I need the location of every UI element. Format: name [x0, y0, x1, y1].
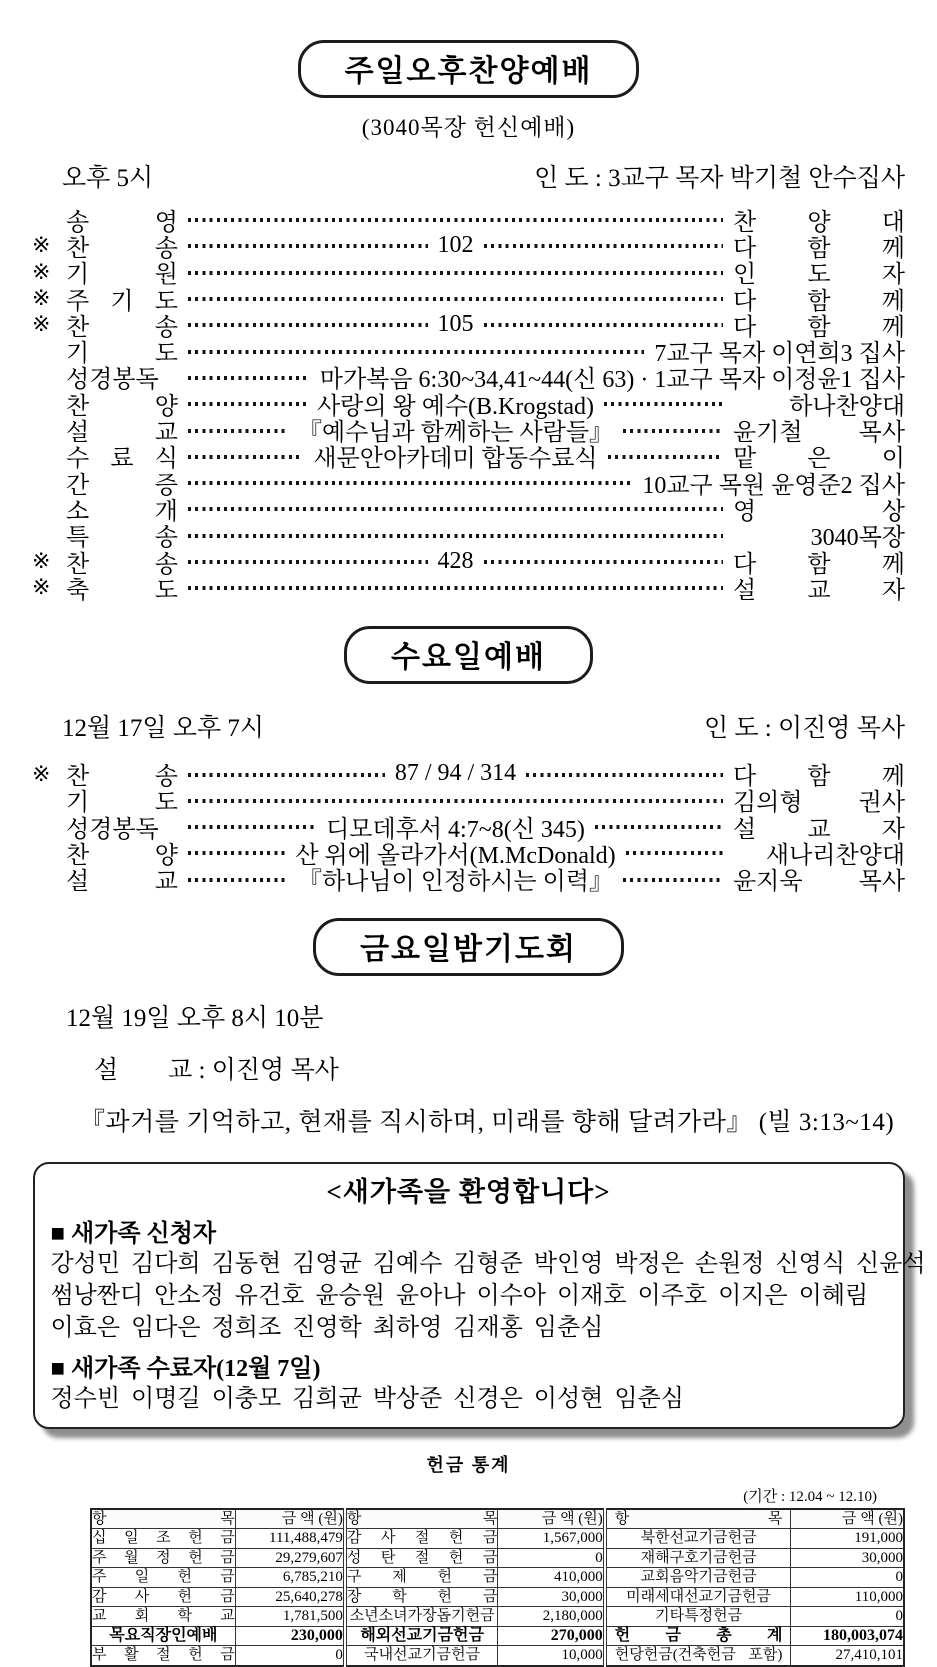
offering-item-cell: 교회음악기금헌금 [605, 1568, 791, 1588]
offering-amount-cell: 1,567,000 [498, 1529, 605, 1549]
dotted-leader [526, 773, 723, 777]
dotted-leader [188, 218, 723, 222]
offering-item-cell: 국내선교기금헌금 [345, 1646, 498, 1666]
offering-amount-cell: 6,785,210 [235, 1568, 345, 1588]
offering-item-cell: 주 월 정 헌 금 [91, 1548, 235, 1568]
order-item-assignee: 새나리찬양대 [765, 843, 906, 869]
order-item-assignee: 7교구 목자 이연희3 집사 [654, 341, 905, 368]
names-line: 썸낭짠디 안소정 유건호 윤승원 윤아나 이수아 이재호 이주호 이지은 이혜림 [50, 1282, 869, 1309]
order-item-label: 설 교 [66, 869, 178, 896]
order-item-assignee: 다 함 께 [733, 764, 905, 791]
dotted-leader [188, 773, 385, 777]
offering-amount-cell: 191,000 [791, 1529, 904, 1549]
order-item-assignee: 3040목장 [810, 525, 905, 552]
order-item-label: 찬 양 [66, 393, 178, 420]
offering-item-cell: 헌당헌금(건축헌금 포함) [605, 1646, 791, 1666]
order-item-assignee: 윤지욱 목사 [733, 869, 905, 896]
order-item-label: 소 개 [66, 498, 178, 525]
section-newcomers [32, 1162, 926, 1429]
offering-title: 헌금 통계 [426, 1454, 511, 1475]
newcomers-title: <새가족을 환영합니다> [326, 1176, 611, 1207]
table-row [91, 1568, 904, 1588]
offering-item-cell: 헌 금 총 계 [605, 1626, 791, 1646]
required-mark: ※ [32, 574, 51, 600]
order-item-detail: 새문안아카데미 합동수료식 [313, 446, 598, 473]
dotted-leader [188, 825, 316, 829]
offering-item-cell: 구 제 헌 금 [345, 1568, 498, 1588]
section-offering-stats [32, 1451, 905, 1667]
table-row [91, 1626, 904, 1646]
service-time: 12월 17일 오후 7시 [62, 715, 265, 743]
required-mark: ※ [32, 760, 51, 786]
newcomers-graduates-names [51, 1383, 887, 1415]
offering-stats-table [90, 1508, 905, 1667]
order-item-assignee: 맡 은 이 [733, 446, 905, 473]
section-title-wrap [32, 626, 905, 684]
order-item-label: 송 영 [66, 209, 178, 236]
required-mark: ※ [32, 285, 51, 311]
order-item-assignee: 윤기철 목사 [733, 420, 905, 447]
required-mark: ※ [32, 548, 51, 573]
offering-item-cell: 십 일 조 헌 금 [91, 1529, 235, 1549]
order-item-label: 기 원 [66, 262, 178, 289]
dotted-leader [484, 244, 724, 248]
order-row [32, 866, 905, 896]
offering-table [90, 1508, 905, 1667]
order-item-assignee: 다 함 께 [733, 235, 905, 262]
section-title-wrap [32, 40, 905, 98]
dotted-leader [188, 878, 288, 882]
table-row [91, 1587, 904, 1607]
order-item-detail: 산 위에 올라가서(M.McDonald) [295, 843, 616, 869]
order-item-assignee: 다 함 께 [733, 314, 905, 341]
offering-amount-cell: 410,000 [498, 1568, 605, 1588]
service-subtitle: (3040목장 헌신예배) [361, 115, 576, 140]
dotted-leader [626, 851, 723, 855]
order-item-label: 주 기 도 [66, 288, 178, 315]
offering-item-cell: 주 일 헌 금 [91, 1568, 235, 1588]
dotted-leader [595, 825, 723, 829]
section-friday-prayer [32, 918, 905, 1138]
order-item-assignee: 하나찬양대 [789, 393, 905, 420]
offering-item-cell: 감 사 절 헌 금 [345, 1529, 498, 1549]
order-item-detail: 102 [437, 231, 474, 258]
required-mark: ※ [32, 258, 51, 284]
order-item-assignee: 김의형 권사 [733, 790, 905, 817]
offering-amount-cell: 2,180,000 [498, 1607, 605, 1627]
order-item-assignee: 다 함 께 [733, 551, 905, 578]
order-item-label: 기 도 [66, 341, 178, 368]
order-item-detail: 『하나님이 인정하시는 이력』 [297, 869, 614, 896]
offering-amount-cell: 111,488,479 [235, 1529, 345, 1549]
names-line: 이효은 임다은 정희조 진영학 최하영 김재홍 임춘심 [50, 1314, 604, 1341]
order-item-label: 기 도 [66, 790, 178, 817]
order-row [32, 574, 905, 604]
offering-amount-cell: 27,410,101 [791, 1646, 904, 1666]
order-item-label: 간 증 [66, 472, 178, 499]
offering-amount-cell: 110,000 [791, 1587, 904, 1607]
offering-amount-cell: 10,000 [498, 1646, 605, 1666]
column-header-amount: 금 액 (원) [235, 1509, 345, 1529]
column-header-item: 항 목 [91, 1509, 235, 1529]
worship-order-list [32, 206, 905, 604]
order-item-label: 찬 송 [66, 235, 178, 262]
dotted-leader [188, 851, 285, 855]
dotted-leader [188, 481, 632, 485]
dotted-leader [188, 402, 307, 406]
dotted-leader [188, 271, 723, 275]
offering-item-cell: 소년소녀가장돕기헌금 [345, 1607, 498, 1627]
section-title-wrap [32, 918, 905, 976]
service-time: 오후 5시 [62, 165, 154, 192]
column-header-item: 항 목 [605, 1509, 791, 1529]
dotted-leader [188, 244, 428, 248]
offering-amount-cell: 230,000 [235, 1626, 345, 1646]
table-row [91, 1607, 904, 1627]
friday-preacher: 설 교 : 이진영 목사 [94, 1056, 339, 1084]
table-row [91, 1548, 904, 1568]
friday-datetime: 12월 19일 오후 8시 10분 [66, 1004, 324, 1032]
column-header-amount: 금 액 (원) [791, 1509, 904, 1529]
order-item-assignee: 다 함 께 [733, 288, 905, 315]
order-item-label: 특 송 [66, 525, 178, 552]
friday-sermon-title: 『과거를 기억하고, 현재를 직시하며, 미래를 향해 달려가라』 (빌 3:13~14) [80, 1108, 895, 1136]
newcomers-applicants-heading: ■ 새가족 신청자 [50, 1220, 217, 1247]
section-title-sunday-evening: 주일오후찬양예배 [298, 40, 640, 98]
offering-item-cell: 목요직장인예배 [91, 1626, 235, 1646]
order-item-assignee: 찬 양 대 [733, 209, 905, 236]
order-item-assignee: 인 도 자 [733, 262, 905, 289]
service-leader: 인 도 : 3교구 목자 박기철 안수집사 [534, 165, 905, 192]
offering-item-cell: 부 활 절 헌 금 [91, 1646, 235, 1666]
required-mark: ※ [32, 232, 51, 258]
names-line: 정수빈 이명길 이충모 김희균 박상준 신경은 이성현 임춘심 [50, 1385, 684, 1412]
required-mark: ※ [32, 311, 51, 337]
newcomers-box [33, 1162, 926, 1429]
order-item-label: 찬 송 [66, 314, 178, 341]
dotted-leader [604, 402, 723, 406]
order-item-detail: 디모데후서 4:7~8(신 345) [326, 816, 585, 843]
dotted-leader [188, 586, 723, 590]
offering-item-cell: 교 회 학 교 [91, 1607, 235, 1627]
offering-amount-cell: 30,000 [791, 1548, 904, 1568]
table-header-row [91, 1509, 904, 1529]
section-title-friday: 금요일밤기도회 [313, 918, 624, 976]
offering-amount-cell: 270,000 [498, 1626, 605, 1646]
table-row [91, 1646, 904, 1666]
offering-amount-cell: 1,781,500 [235, 1607, 345, 1627]
dotted-leader [188, 799, 723, 803]
offering-amount-cell: 180,003,074 [791, 1626, 904, 1646]
offering-amount-cell: 29,279,607 [235, 1548, 345, 1568]
offering-amount-cell: 30,000 [498, 1587, 605, 1607]
order-item-assignee: 설 교 자 [733, 577, 905, 604]
service-leader: 인 도 : 이진영 목사 [704, 715, 905, 743]
offering-item-cell: 해외선교기금헌금 [345, 1626, 498, 1646]
order-item-label: 찬 양 [66, 843, 178, 869]
names-line: 강성민 김다희 김동현 김영균 김예수 김형준 박인영 박정은 손원정 신영식 신윤석 [50, 1250, 926, 1277]
order-item-assignee: 10교구 목원 윤영준2 집사 [642, 472, 905, 499]
column-header-amount: 금 액 (원) [498, 1509, 605, 1529]
dotted-leader [484, 560, 724, 564]
offering-item-cell: 기타특정헌금 [605, 1607, 791, 1627]
dotted-leader [608, 455, 723, 459]
dotted-leader [188, 455, 303, 459]
order-item-detail: 87 / 94 / 314 [394, 760, 517, 787]
newcomers-applicants-names [50, 1248, 926, 1344]
dotted-leader [623, 878, 723, 882]
service-info-line [32, 158, 905, 194]
order-item-label: 성경봉독 [66, 816, 159, 843]
offering-item-cell: 미래세대선교기금헌금 [605, 1587, 791, 1607]
dotted-leader [188, 350, 644, 354]
dotted-leader [188, 297, 723, 301]
dotted-leader [484, 323, 724, 327]
offering-amount-cell: 0 [791, 1607, 904, 1627]
offering-amount-cell: 0 [235, 1646, 345, 1666]
order-item-label: 찬 송 [66, 764, 178, 791]
table-row [91, 1529, 904, 1549]
order-item-label: 수 료 식 [66, 446, 178, 473]
dotted-leader [623, 429, 723, 433]
dotted-leader [188, 534, 723, 538]
offering-item-cell: 북한선교기금헌금 [605, 1529, 791, 1549]
order-item-assignee: 마가복음 6:30~34,41~44(신 63) · 1교구 목자 이정윤1 집사 [319, 367, 905, 394]
dotted-leader [188, 323, 428, 327]
dotted-leader [188, 376, 310, 380]
order-item-detail: 428 [437, 547, 474, 574]
order-item-detail: 『예수님과 함께하는 사람들』 [297, 420, 614, 447]
order-item-assignee: 영 상 [733, 498, 905, 525]
dotted-leader [188, 429, 288, 433]
offering-item-cell: 재해구호기금헌금 [605, 1548, 791, 1568]
dotted-leader [188, 560, 428, 564]
offering-amount-cell: 0 [791, 1568, 904, 1588]
offering-item-cell: 성 탄 절 헌 금 [345, 1548, 498, 1568]
order-item-assignee: 설 교 자 [733, 816, 905, 843]
column-header-item: 항 목 [345, 1509, 498, 1529]
service-info-line [32, 708, 905, 744]
offering-amount-cell: 0 [498, 1548, 605, 1568]
order-item-detail: 사랑의 왕 예수(B.Krogstad) [316, 393, 595, 420]
order-item-label: 축 도 [66, 577, 178, 604]
offering-amount-cell: 25,640,278 [235, 1587, 345, 1607]
offering-item-cell: 감 사 헌 금 [91, 1587, 235, 1607]
section-sunday-evening-service [32, 40, 905, 604]
order-item-detail: 105 [437, 310, 474, 337]
order-item-label: 성경봉독 [66, 367, 159, 394]
dotted-leader [188, 507, 723, 511]
offering-period: (기간 : 12.04 ~ 12.10) [743, 1488, 877, 1505]
order-item-label: 설 교 [66, 420, 178, 447]
section-title-wednesday: 수요일예배 [344, 626, 593, 684]
worship-order-list [32, 760, 906, 896]
section-wednesday-service [32, 626, 906, 896]
offering-item-cell: 장 학 헌 금 [345, 1587, 498, 1607]
newcomers-graduates-heading: ■ 새가족 수료자(12월 7일) [50, 1355, 321, 1382]
order-item-label: 찬 송 [66, 551, 178, 578]
